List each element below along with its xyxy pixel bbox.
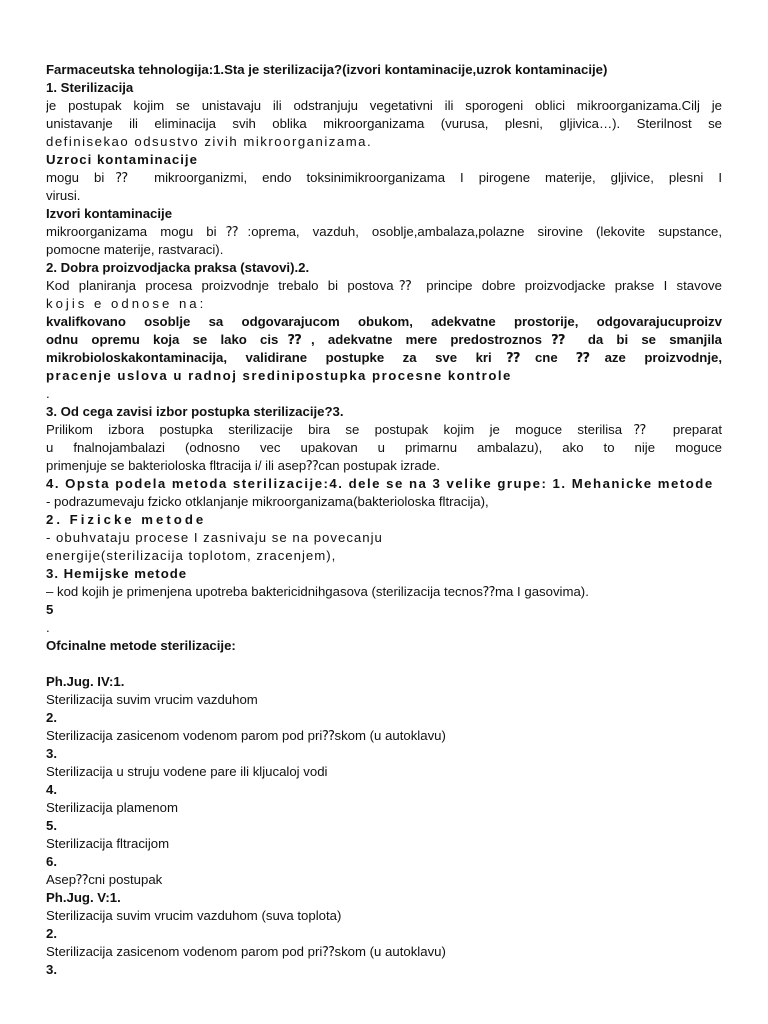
- paragraph-line: kojis e odnose na:: [46, 296, 207, 311]
- paragraph-line: pomocne materije, rastvaraci).: [46, 242, 224, 257]
- list-number: 3.: [46, 962, 57, 977]
- paragraph-line: unistavanje ili eliminacija svih oblika mikroorganizama (vurusa, plesni, gljivica…). Sterilnost se: [46, 116, 722, 131]
- list-number: 6.: [46, 854, 57, 869]
- list-item: Sterilizacija fltracijom: [46, 836, 170, 851]
- paragraph-line: Kod planiranja procesa proizvodnje trebalo bi postova⁇ principe dobre proizvodjacke prakse I stavove: [46, 278, 722, 293]
- list-item: Sterilizacija zasicenom vodenom parom pod pri⁇skom (u autoklavu): [46, 728, 446, 743]
- list-item: Asep⁇cni postupak: [46, 872, 163, 887]
- section-heading: 3. Od cega zavisi izbor postupka sterilizacije?3.: [46, 404, 344, 419]
- list-item: Sterilizacija suvim vrucim vazduhom: [46, 692, 258, 707]
- paragraph-line: mikroorganizama mogu bi⁇:oprema, vazduh, osoblje,ambalaza,polazne sirovine (lekovite supstance,: [46, 224, 722, 239]
- list-item: Sterilizacija zasicenom vodenom parom pod pri⁇skom (u autoklavu): [46, 944, 446, 959]
- section-heading: 4. Opsta podela metoda sterilizacije:4. dele se na 3 velike grupe: 1. Mehanicke metode: [46, 476, 714, 491]
- paragraph-line: mikrobioloskakontaminacija, validirane postupke za sve kri⁇cne ⁇aze proizvodnje,: [46, 350, 722, 365]
- paragraph-line: odnu opremu koja se lako cis⁇, adekvatne mere predostroznos⁇ da bi se smanjila: [46, 332, 722, 347]
- paragraph-line: virusi.: [46, 188, 81, 203]
- paragraph-line: - obuhvataju procese I zasnivaju se na povecanju: [46, 530, 383, 545]
- paragraph-line: mogu bi⁇ mikroorganizmi, endo toksinimikroorganizama I pirogene materije, gljivice, plesni I: [46, 170, 722, 185]
- list-number: 2.: [46, 926, 57, 941]
- list-number: 4.: [46, 782, 57, 797]
- list-item: Sterilizacija u struju vodene pare ili kljucaloj vodi: [46, 764, 328, 779]
- paragraph-line: definisekao odsustvo zivih mikroorganizama.: [46, 134, 373, 149]
- section-heading: 2. Fizicke metode: [46, 512, 207, 527]
- list-number: 3.: [46, 746, 57, 761]
- paragraph-line: Prilikom izbora postupka sterilizacije bira se postupak kojim je moguce sterilisa⁇ preparat: [46, 422, 722, 437]
- paragraph-line: energije(sterilizacija toplotom, zracenjem),: [46, 548, 337, 563]
- paragraph-line: .: [46, 620, 50, 635]
- list-number: 2.: [46, 710, 57, 725]
- section-heading: Uzroci kontaminacije: [46, 152, 198, 167]
- list-item: Sterilizacija suvim vrucim vazduhom (suva toplota): [46, 908, 342, 923]
- section-heading: 2. Dobra proizvodjacka praksa (stavovi).2.: [46, 260, 310, 275]
- paragraph-line: .: [46, 386, 50, 401]
- paragraph-line: 5: [46, 602, 54, 617]
- paragraph-line: - podrazumevaju fzicko otklanjanje mikroorganizama(bakterioloska fltracija),: [46, 494, 489, 509]
- document-title: Farmaceutska tehnologija:1.Sta je sterilizacija?(izvori kontaminacije,uzrok kontaminacije): [46, 62, 608, 77]
- paragraph-line: u fnalnojambalazi (odnosno vec upakovan u primarnu ambalazu), ako to nije moguce: [46, 440, 722, 455]
- section-heading: 1. Sterilizacija: [46, 80, 134, 95]
- section-heading: Ofcinalne metode sterilizacije:: [46, 638, 236, 653]
- section-heading: 3. Hemijske metode: [46, 566, 188, 581]
- list-number: 5.: [46, 818, 57, 833]
- paragraph-line: – kod kojih je primenjena upotreba baktericidnihgasova (sterilizacija tecnos⁇ma I gasovima).: [46, 584, 589, 599]
- list-item: Sterilizacija plamenom: [46, 800, 178, 815]
- list-heading: Ph.Jug. IV:1.: [46, 674, 125, 689]
- section-heading: Izvori kontaminacije: [46, 206, 173, 221]
- paragraph-line: kvalifkovano osoblje sa odgovarajucom obukom, adekvatne prostorije, odgovarajucuproizv: [46, 314, 722, 329]
- paragraph-line: pracenje uslova u radnoj sredinipostupka procesne kontrole: [46, 368, 512, 383]
- list-heading: Ph.Jug. V:1.: [46, 890, 121, 905]
- paragraph-line: primenjuje se bakterioloska fltracija i/ ili asep⁇can postupak izrade.: [46, 458, 441, 473]
- paragraph-line: je postupak kojim se unistavaju ili odstranjuju vegetativni ili sporogeni oblici mikroorganizama.Cilj je: [46, 98, 722, 113]
